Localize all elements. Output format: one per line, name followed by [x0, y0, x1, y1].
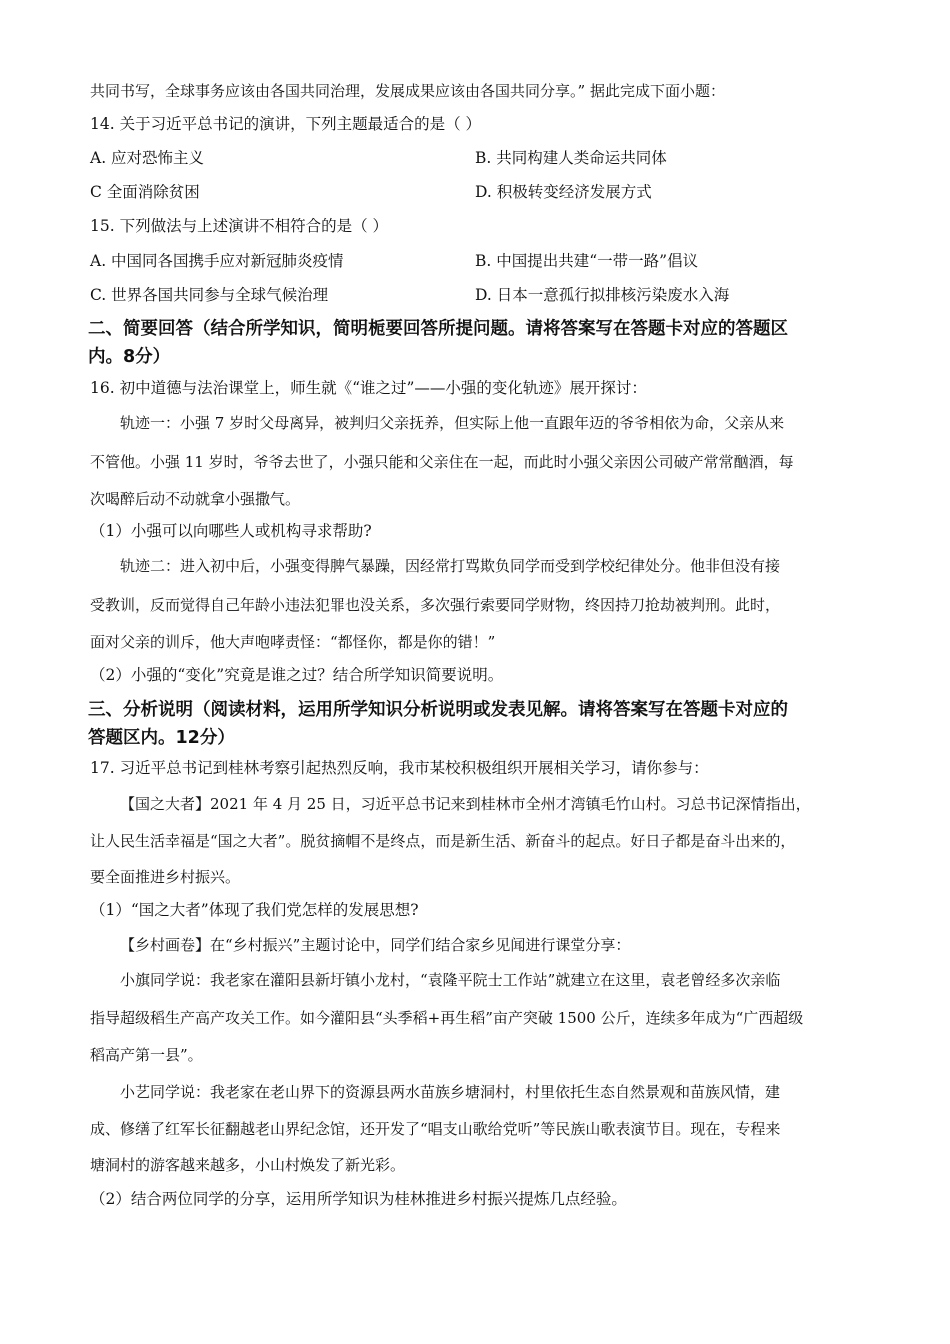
question-16-sub1: （1）小强可以向哪些人或机构寻求帮助? [90, 522, 372, 540]
section-3-heading-line1: 三、分析说明（阅读材料，运用所学知识分析说明或发表见解。请将答案写在答题卡对应的 [88, 700, 788, 720]
question-17-p3-line3: 稻高产第一县”。 [90, 1046, 203, 1064]
question-17-sub1: （1）“国之大者”体现了我们党怎样的发展思想? [90, 901, 419, 919]
question-17-p1-line2: 让人民生活幸福是“国之大者”。脱贫摘帽不是终点，而是新生活、新奋斗的起点。好日子都是奋斗出来的， [90, 832, 796, 850]
question-17-p2: 【乡村画卷】在“乡村振兴”主题讨论中，同学们结合家乡见闻进行课堂分享： [120, 936, 631, 954]
question-16-track1-line3: 次喝醉后动不动就拿小强撒气。 [90, 490, 301, 508]
question-16-track1-line1: 轨迹一：小强 7 岁时父母离异，被判归父亲抚养，但实际上他一直跟年迈的爷爷相依为命，父亲从来 [120, 414, 785, 432]
question-17-p3-line1: 小旗同学说：我老家在灌阳县新圩镇小龙村，“袁隆平院士工作站”就建立在这里，袁老曾经多次亲临 [120, 971, 781, 989]
question-16-track2-line2: 受教训，反而觉得自己年龄小违法犯罪也没关系，多次强行索要同学财物，终因持刀抢劫被判刑。此时， [90, 596, 781, 614]
question-14-stem: 14. 关于习近平总书记的演讲，下列主题最适合的是（ ） [90, 115, 482, 133]
section-3-heading-line2: 答题区内。12分） [88, 728, 235, 748]
question-15-option-b: B. 中国提出共建“一带一路”倡议 [475, 252, 699, 270]
question-14-option-a: A. 应对恐怖主义 [90, 149, 205, 167]
question-17-p1-line1: 【国之大者】2021 年 4 月 25 日，习近平总书记来到桂林市全州才湾镇毛竹山村。习总书记深情指出， [120, 795, 811, 813]
question-16-stem: 16. 初中道德与法治课堂上，师生就《“谁之过”——小强的变化轨迹》展开探讨： [90, 379, 647, 397]
intro-tail: 共同书写，全球事务应该由各国共同治理，发展成果应该由各国共同分享。” 据此完成下面小题： [90, 82, 725, 100]
question-17-p4-line2: 成、修缮了红军长征翻越老山界纪念馆，还开发了“唱支山歌给党听”等民族山歌表演节目。现在，专程来 [90, 1120, 781, 1138]
question-14-option-c: C 全面消除贫困 [90, 183, 200, 201]
question-15-option-d: D. 日本一意孤行拟排核污染废水入海 [475, 286, 730, 304]
section-2-heading-line2: 内。8分） [88, 347, 171, 367]
question-15-option-a: A. 中国同各国携手应对新冠肺炎疫情 [90, 252, 344, 270]
question-17-p1-line3: 要全面推进乡村振兴。 [90, 868, 241, 886]
section-2-heading-line1: 二、简要回答（结合所学知识，简明栀要回答所提问题。请将答案写在答题卡对应的答题区 [88, 319, 788, 339]
question-16-sub2: （2）小强的“变化”究竟是谁之过？结合所学知识简要说明。 [90, 666, 504, 684]
question-16-track2-line1: 轨迹二：进入初中后，小强变得脾气暴躁，因经常打骂欺负同学而受到学校纪律处分。他非但没有接 [120, 557, 781, 575]
question-15-stem: 15. 下列做法与上述演讲不相符合的是（ ） [90, 217, 389, 235]
question-15-option-c: C. 世界各国共同参与全球气候治理 [90, 286, 329, 304]
question-16-track1-line2: 不管他。小强 11 岁时，爷爷去世了，小强只能和父亲住在一起，而此时小强父亲因公司破产常常酗酒，每 [90, 453, 794, 471]
question-17-sub2: （2）结合两位同学的分享，运用所学知识为桂林推进乡村振兴提炼几点经验。 [90, 1190, 627, 1208]
question-14-option-b: B. 共同构建人类命运共同体 [475, 149, 667, 167]
question-17-p4-line3: 塘洞村的游客越来越多，小山村焕发了新光彩。 [90, 1156, 406, 1174]
question-17-p3-line2: 指导超级稻生产高产攻关工作。如今灌阳县“头季稻+再生稻”亩产突破 1500 公斤，连续多年成为“广西超级 [90, 1009, 804, 1027]
question-14-option-d: D. 积极转变经济发展方式 [475, 183, 652, 201]
question-17-p4-line1: 小艺同学说：我老家在老山界下的资源县两水苗族乡塘洞村，村里依托生态自然景观和苗族风情，建 [120, 1083, 781, 1101]
question-17-stem: 17. 习近平总书记到桂林考察引起热烈反响，我市某校积极组织开展相关学习，请你参与： [90, 759, 709, 777]
question-16-track2-line3: 面对父亲的训斥，他大声咆哮责怪：“都怪你，都是你的错！” [90, 633, 496, 651]
